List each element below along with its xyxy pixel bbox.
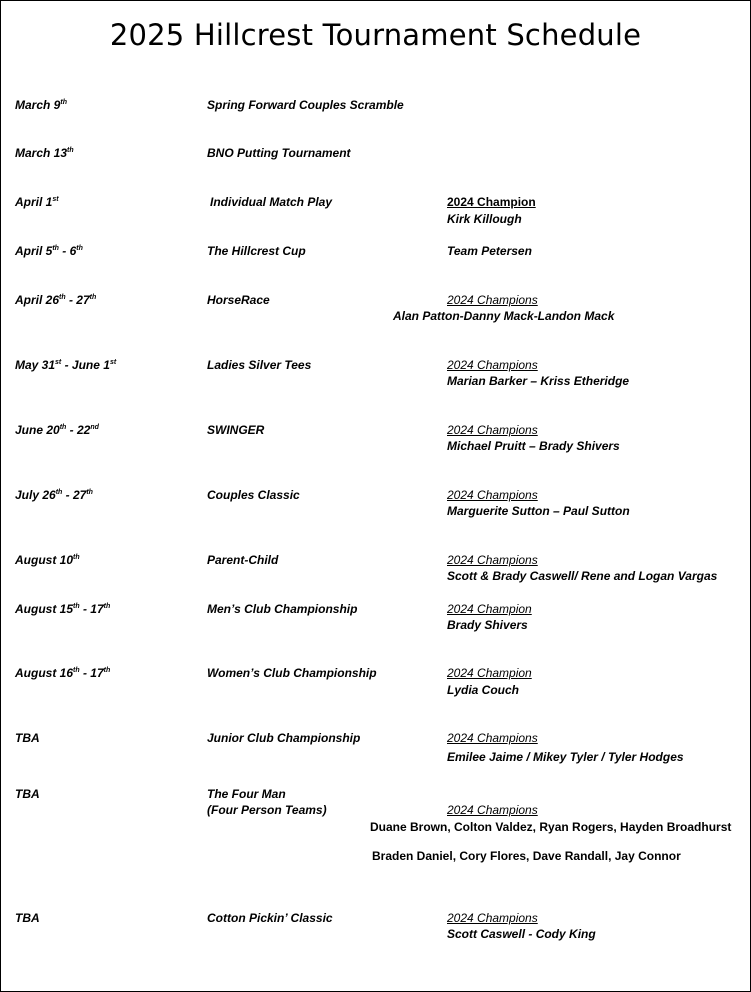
champion-heading: 2024 Champion — [447, 195, 536, 209]
champion-names: Kirk Killough — [447, 212, 522, 226]
champion-names: Team Petersen — [447, 244, 532, 258]
event-name: Parent-Child — [207, 553, 279, 567]
event-name: Men’s Club Championship — [207, 602, 358, 616]
event-name: Couples Classic — [207, 488, 300, 502]
champion-heading: 2024 Champions — [447, 553, 538, 567]
event-date: TBA — [15, 787, 40, 801]
event-name: Spring Forward Couples Scramble — [207, 98, 404, 112]
page-title: 2025 Hillcrest Tournament Schedule — [109, 18, 642, 52]
champion-heading: 2024 Champions — [447, 293, 538, 307]
champion-heading: 2024 Champions — [447, 911, 538, 925]
champion-names: Scott Caswell - Cody King — [447, 927, 596, 941]
event-date: March 9th — [15, 98, 67, 112]
event-name: Women’s Club Championship — [207, 666, 377, 680]
event-name: Individual Match Play — [210, 195, 333, 209]
champion-heading: 2024 Champions — [447, 488, 538, 502]
champion-heading: 2024 Champions — [447, 731, 538, 745]
event-date: May 31st - June 1st — [15, 358, 117, 372]
champion-heading: 2024 Champion — [447, 602, 532, 616]
champion-names: Marian Barker – Kriss Etheridge — [447, 374, 630, 388]
champion-heading: 2024 Champion — [447, 666, 532, 680]
event-name: BNO Putting Tournament — [207, 146, 351, 160]
champion-heading: 2024 Champions — [447, 423, 538, 437]
event-date: August 15th - 17th — [15, 602, 111, 616]
champion-names: Alan Patton-Danny Mack-Landon Mack — [393, 309, 615, 323]
champion-names: Braden Daniel, Cory Flores, Dave Randall, Jay Connor — [372, 849, 681, 863]
event-name: The Four Man — [207, 787, 286, 801]
event-name: The Hillcrest Cup — [207, 244, 306, 258]
champion-names: Marguerite Sutton – Paul Sutton — [447, 504, 630, 518]
champion-names: Scott & Brady Caswell/ Rene and Logan Vargas — [447, 569, 718, 583]
event-date: TBA — [15, 911, 40, 925]
event-date: April 26th - 27th — [15, 293, 97, 307]
champion-names: Michael Pruitt – Brady Shivers — [447, 439, 620, 453]
event-date: April 1st — [15, 195, 59, 209]
event-date: August 16th - 17th — [15, 666, 111, 680]
event-name: Junior Club Championship — [207, 731, 361, 745]
champion-names: Emilee Jaime / Mikey Tyler / Tyler Hodges — [447, 750, 684, 764]
event-date: July 26th - 27th — [15, 488, 93, 502]
event-date: April 5th - 6th — [15, 244, 83, 258]
event-date: March 13th — [15, 146, 74, 160]
event-date: TBA — [15, 731, 40, 745]
event-date: August 10th — [15, 553, 80, 567]
event-name: Cotton Pickin’ Classic — [207, 911, 333, 925]
champion-names: Brady Shivers — [447, 618, 528, 632]
champion-names: Lydia Couch — [447, 683, 520, 697]
event-name: HorseRace — [207, 293, 270, 307]
event-subname: (Four Person Teams) — [207, 803, 327, 817]
champion-names: Duane Brown, Colton Valdez, Ryan Rogers, Hayden Broadhurst — [370, 820, 732, 834]
champion-heading: 2024 Champions — [447, 803, 538, 817]
event-date: June 20th - 22nd — [15, 423, 99, 437]
event-name: Ladies Silver Tees — [207, 358, 312, 372]
event-name: SWINGER — [207, 423, 265, 437]
champion-heading: 2024 Champions — [447, 358, 538, 372]
